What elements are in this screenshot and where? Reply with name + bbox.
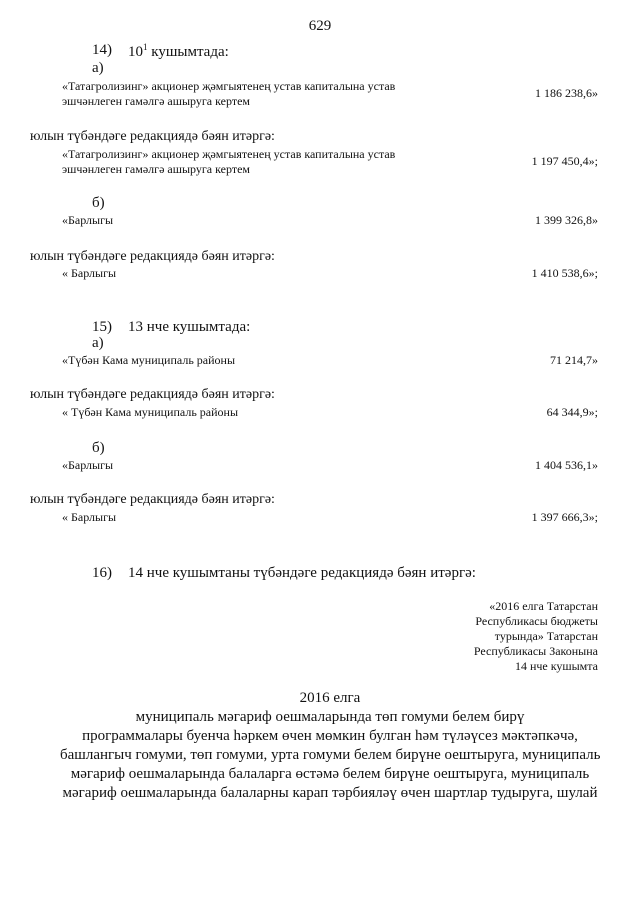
- item-14-number: 14): [92, 42, 112, 58]
- heading-line-6: мәгариф оешмаларында балаларны карап тәрбияләү өчен шартлар тудыруга, шулай: [62, 785, 598, 801]
- item-15-title: 13 нче кушымтада:: [128, 319, 251, 335]
- heading-line-4: башлангыч гомуми, төп гомуми, урта гомуми белем бирүне оештыруга, муниципаль: [60, 747, 601, 763]
- item-15-b-value: 1 404 536,1»: [535, 458, 598, 472]
- item-14-a-text-line1: «Татагролизинг» акционер җәмгыятенең устав капиталына устав: [62, 79, 396, 93]
- item-16-text: 14 нче кушымтаны түбәндәге редакциядә бәян итәргә:: [128, 565, 476, 581]
- item-15-number: 15): [92, 319, 112, 335]
- item-16-number: 16): [92, 565, 112, 581]
- item-15-b-label: б): [92, 440, 105, 456]
- annex-ref-line-2: Республикасы бюджеты: [475, 614, 598, 628]
- item-14-replace-instruction-2: юлын түбәндәге редакциядә бәян итәргә:: [30, 249, 275, 264]
- item-14-b-label: б): [92, 195, 105, 211]
- item-14-b-new-value: 1 410 538,6»;: [531, 266, 598, 280]
- item-14-b-value: 1 399 326,8»: [535, 213, 598, 227]
- item-15-replace-instruction-2: юлын түбәндәге редакциядә бәян итәргә:: [30, 492, 275, 507]
- item-14-a-text-line2: эшчәнлеген гамәлгә ашыруга кертем: [62, 94, 250, 108]
- item-14-a-new-line2: эшчәнлеген гамәлгә ашыруга кертем: [62, 162, 250, 176]
- heading-line-5: мәгариф оешмаларында балаларга өстәмә белем бирүне оештыруга, муниципаль: [70, 766, 590, 782]
- item-15-a-new-text: « Түбән Кама муниципаль районы: [62, 405, 239, 419]
- page-number: 629: [308, 18, 332, 34]
- item-15-a-text: «Түбән Кама муниципаль районы: [62, 353, 236, 367]
- item-15-a-value: 71 214,7»: [550, 353, 598, 367]
- item-14-a-label: а): [92, 60, 104, 76]
- annex-ref-line-3: турында» Татарстан: [494, 629, 598, 643]
- annex-ref-line-4: Республикасы Законына: [473, 644, 598, 658]
- item-14-b-new-text: « Барлыгы: [62, 266, 117, 280]
- heading-line-3: программалары буенча һәркем өчен мөмкин булган һәм түләүсез мәктәпкәчә,: [82, 728, 578, 744]
- item-15-b-new-value: 1 397 666,3»;: [531, 510, 598, 524]
- annex-ref-line-1: «2016 елга Татарстан: [489, 599, 598, 613]
- heading-line-1: 2016 елга: [299, 690, 361, 706]
- item-14-title: $10^1$ кушымтада:: [128, 42, 229, 60]
- item-15-a-new-value: 64 344,9»;: [546, 405, 598, 419]
- item-15-b-new-text: « Барлыгы: [62, 510, 117, 524]
- annex-ref-line-5: 14 нче кушымта: [514, 659, 598, 673]
- heading-line-2: муниципаль мәгариф оешмаларында төп гомуми белем бирү: [135, 709, 525, 725]
- item-14-a-new-line1: «Татагролизинг» акционер җәмгыятенең устав капиталына устав: [62, 147, 396, 161]
- item-15-b-text: «Барлыгы: [62, 458, 114, 472]
- item-14-replace-instruction-1: юлын түбәндәге редакциядә бәян итәргә:: [30, 129, 275, 144]
- item-14-a-value: 1 186 238,6»: [535, 86, 598, 100]
- item-15-a-label: а): [92, 335, 104, 351]
- item-14-a-new-value: 1 197 450,4»;: [531, 154, 598, 168]
- item-14-b-text: «Барлыгы: [62, 213, 114, 227]
- item-15-replace-instruction-1: юлын түбәндәге редакциядә бәян итәргә:: [30, 387, 275, 402]
